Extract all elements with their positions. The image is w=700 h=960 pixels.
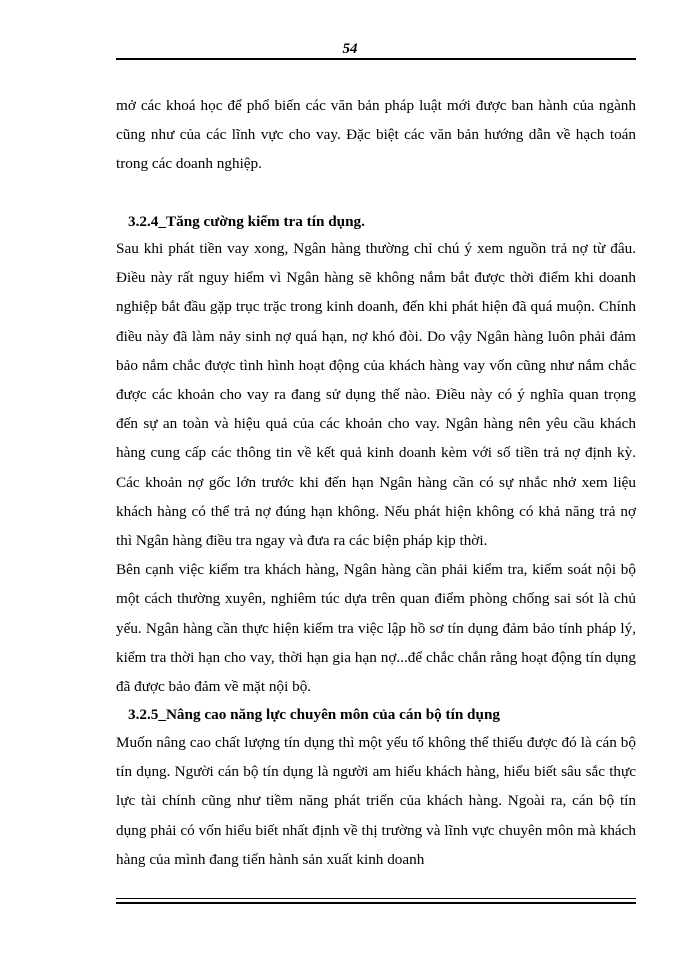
section-3-2-5-paragraph: Muốn nâng cao chất lượng tín dụng thì một yếu tố không thể thiếu được đó là cán bộ tín dụng. Người cán bộ tín dụng là người am hiểu khách hàng, hiểu biết sâu sắc thực lực tài chính cũng như tiềm năng phát triển của khách hàng. Ngoài ra, cán bộ tín dụng phải có vốn hiểu biết nhất định về thị trường và lĩnh vực chuyên môn mà khách hàng của mình đang tiến hành sản xuất kinh doanh	[116, 734, 636, 868]
page-number: 54	[342, 41, 358, 57]
footer-rule-thin	[116, 898, 636, 899]
section-3-2-5-body	[116, 728, 636, 874]
section-3-2-5-heading: 3.2.5_Nâng cao năng lực chuyên môn của cán bộ tín dụng	[128, 706, 500, 723]
footer-rule-thick	[116, 902, 636, 904]
section-3-2-4-heading: 3.2.4_Tăng cường kiểm tra tín dụng.	[128, 213, 365, 230]
section-3-2-4-body	[116, 234, 636, 701]
intro-paragraph: mở các khoá học để phổ biến các văn bản pháp luật mới được ban hành của ngành cũng như của các lĩnh vực cho vay. Đặc biệt các văn bản hướng dẫn về hạch toán trong các doanh nghiệp.	[116, 97, 636, 173]
section-3-2-4-paragraph-2: Bên cạnh việc kiểm tra khách hàng, Ngân hàng cần phải kiểm tra, kiểm soát nội bộ một cách thường xuyên, nghiêm túc dựa trên quan điểm phòng chống sai sót là chủ yếu. Ngân hàng cần thực hiện kiểm tra việc lập hồ sơ tín dụng đảm bảo tính pháp lý, kiểm tra thời hạn cho vay, thời hạn gia hạn nợ...để chắc chắn rằng hoạt động tín dụng đã được bảo đảm về mặt nội bộ.	[116, 561, 636, 696]
header-rule	[116, 58, 636, 60]
intro-block	[116, 91, 636, 179]
section-3-2-4-paragraph-1: Sau khi phát tiền vay xong, Ngân hàng thường chỉ chú ý xem nguồn trả nợ từ đâu. Điều này rất nguy hiểm vì Ngân hàng sẽ không nắm bắt được thời điểm khi doanh nghiệp bắt đầu gặp trục trặc trong kinh doanh, đến khi phát hiện đã quá muộn. Chính điều này đã làm nảy sinh nợ quá hạn, nợ khó đòi. Do vậy Ngân hàng luôn phải đảm bảo nắm chắc được tình hình hoạt động của khách hàng vay vốn cũng như nắm chắc được các khoản cho vay ra đang sử dụng thế nào. Điều này có ý nghĩa quan trọng đến sự an toàn và hiệu quả của các khoản cho vay. Ngân hàng nên yêu cầu khách hàng cung cấp các thông tin về kết quả kinh doanh kèm với số tiền trả nợ định kỳ. Các khoản nợ gốc lớn trước khi đến hạn Ngân hàng cần có sự nhắc nhở xem liệu khách hàng có thể trả nợ đúng hạn không. Nếu phát hiện không có khả năng trả nợ thì Ngân hàng điều tra ngay và đưa ra các biện pháp kịp thời.	[116, 240, 636, 550]
